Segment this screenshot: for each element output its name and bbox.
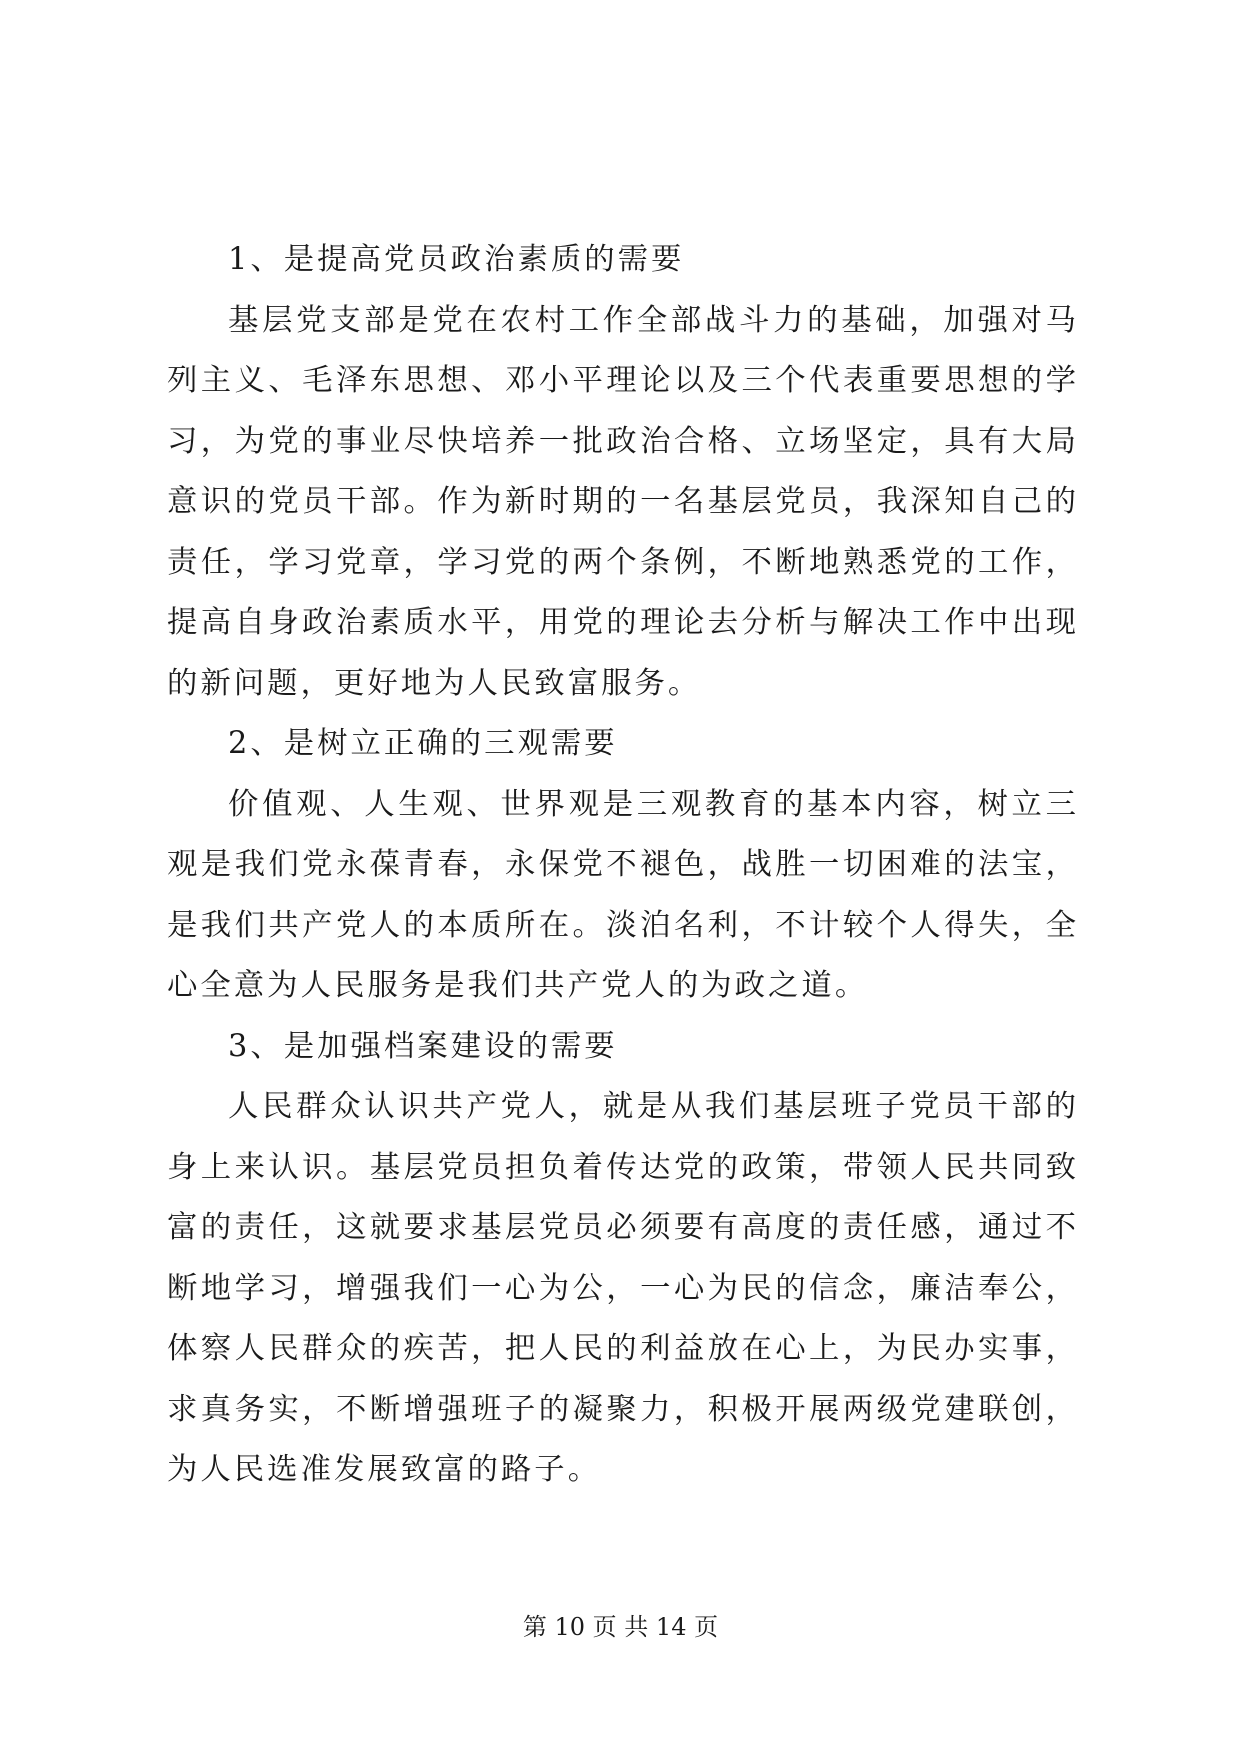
section-heading-2: 2、是树立正确的三观需要: [228, 726, 618, 761]
document-body: [167, 230, 1079, 1501]
section-paragraph-3: 人民群众认识共产党人，就是从我们基层班子党员干部的身上来认识。基层党员担负着传达党的政策，带领人民共同致富的责任，这就要求基层党员必须要有高度的责任感，通过不断地学习，增强我们一心为公，一心为民的信念，廉洁奉公，体察人民群众的疾苦，把人民的利益放在心上，为民办实事，求真务实，不断增强班子的凝聚力，积极开展两级党建联创，为人民选准发展致富的路子。: [167, 1089, 1079, 1487]
section-paragraph-2: 价值观、人生观、世界观是三观教育的基本内容，树立三观是我们党永葆青春，永保党不褪色，战胜一切困难的法宝，是我们共产党人的本质所在。淡泊名利，不计较个人得失，全心全意为人民服务是我们共产党人的为政之道。: [167, 786, 1079, 1003]
section-paragraph-1: 基层党支部是党在农村工作全部战斗力的基础，加强对马列主义、毛泽东思想、邓小平理论以及三个代表重要思想的学习，为党的事业尽快培养一批政治合格、立场坚定，具有大局意识的党员干部。作为新时期的一名基层党员，我深知自己的责任，学习党章，学习党的两个条例，不断地熟悉党的工作，提高自身政治素质水平，用党的理论去分析与解决工作中出现的新问题，更好地为人民致富服务。: [167, 302, 1079, 701]
page-number-footer: 第 10 页 共 14 页: [522, 1613, 719, 1641]
section-heading-1: 1、是提高党员政治素质的需要: [228, 242, 685, 277]
section-heading-3: 3、是加强档案建设的需要: [228, 1028, 618, 1064]
